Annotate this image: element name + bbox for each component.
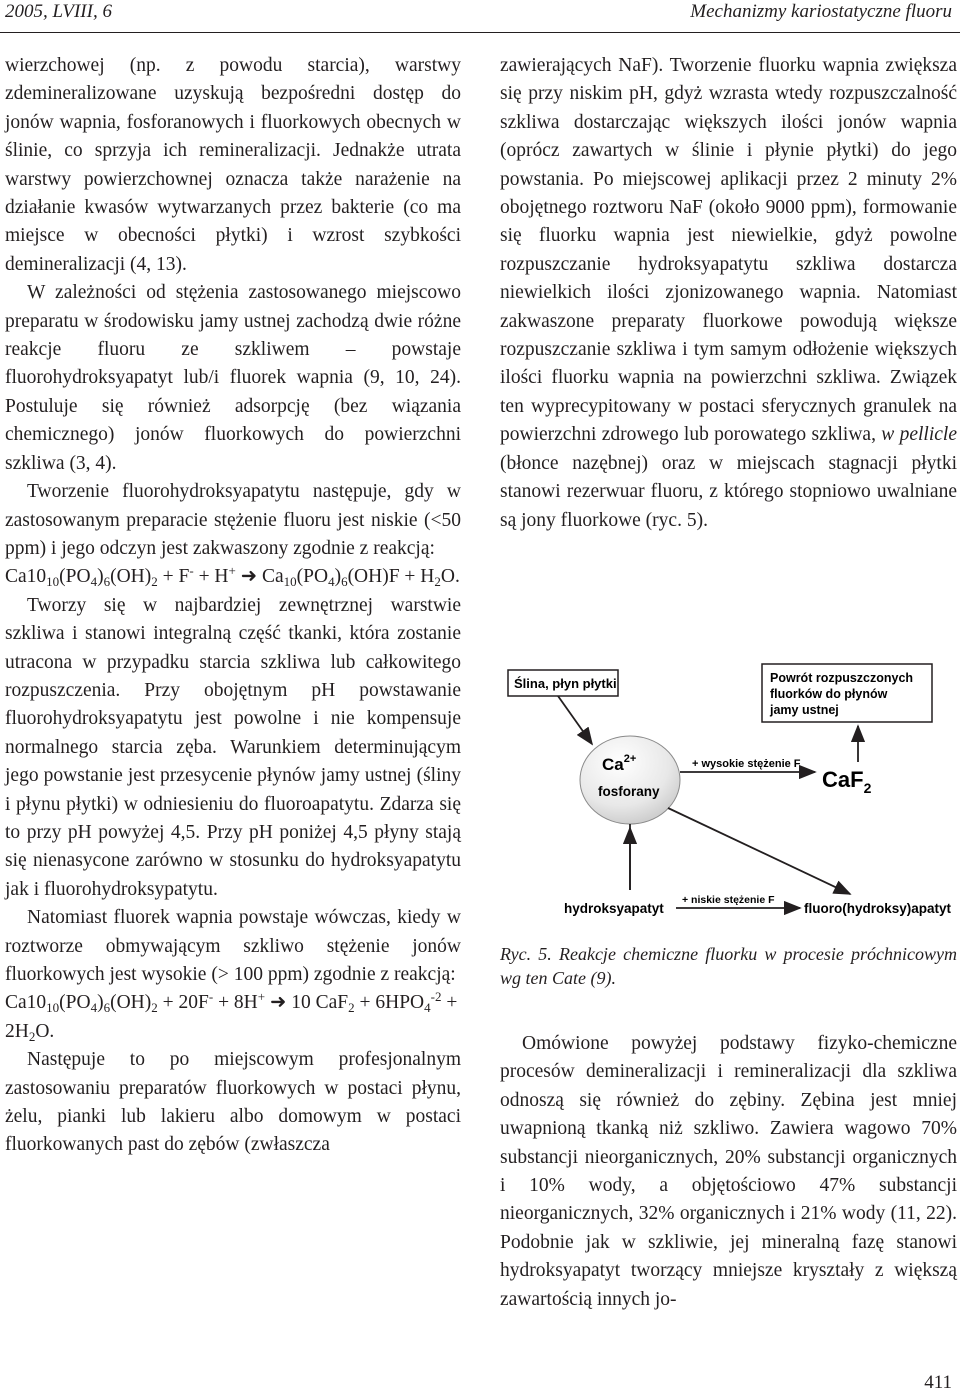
paragraph-1: wierzchowej (np. z powodu starcia), warstwy zdemineralizowane uzyskują bezpośredni dostęp do jonów wapnia, fosforanowych i fluorkowych obecnych w ślinie, co sprzyja ich remineralizacji. Jednakże utrata warstwy powierzchownej oznacza także narażenie na działanie kwasów wytwarzanych przez bakterie (co ma miejsce w obecności płytki) i wzrost szybkości demineralizacji (4, 13). xyxy=(5,55,461,275)
low-f-label: + niskie stężenie F xyxy=(682,894,775,906)
paragraph-7: zawierających NaF). Tworzenie fluorku wapnia zwiększa się przy niskim pH, gdyż wzrasta wtedy rozpuszczalność szkliwa dostarczając większych ilości jonów wapnia (oprócz zawartych w ślinie i płynie płytki) do jego powstania. Po miejscowej aplikacji przez 2 minuty 2% obojętnego roztworu NaF (około 9000 ppm), formowanie się fluorku wapnia jest niewielkie, gdyż powolne rozpuszczanie hydroksyapatytu szkliwa dostarcza niewielkich ilości zjonizowanego wapnia. Natomiast zakwaszone preparaty fluorkowe powodują większe rozpuszczanie szkliwa i tym samym odłożenie większych ilości fluorku wapnia na powierzchni szkliwa. Związek ten wyprecypitowany w postaci sferycznych granulek na powierzchni zdrowego lub porowatego szkliwa, w pellicle (błonce nazębnej) oraz w miejscach stagnacji płytki stanowi rezerwuar fluoru, z którego stopniowo uwalniane są jony fluorkowe (ryc. 5). xyxy=(500,55,957,531)
right-column-lower xyxy=(500,1030,957,1314)
paragraph-4: Tworzy się w najbardziej zewnętrznej warstwie szkliwa i stanowi integralną część tkanki, która zostanie utracona w przypadku starcia szkliwa lub całkowitego rozpuszczenia. Przy obojętnym pH powstawanie fluorohydroksyapatytu jest powolne i nie kompensuje normalnego starcia zęba. Warunkiem determinującym jego powstanie jest przesycenie płynów jamy ustnej (śliny i płynu płytki) w odniesieniu do fluoroapatytu. Zdarza się to przy pH powyżej 4,5. Przy pH poniżej 4,5 płyny stają się nienasycone zarówno w stosunku do hydroksyapatytu jak i fluorohydroksypatytu. xyxy=(5,594,461,900)
return-label-1: Powrót rozpuszczonych xyxy=(770,671,914,685)
paragraph-6: Następuje to po miejscowym profesjonalnym zastosowaniu preparatów fluorkowych w postaci płynu, żelu, pianki lub lakieru albo domowym w postaci fluorkowanych past do zębów (zwłaszcza xyxy=(5,1049,461,1156)
pellicle-term: w pellicle xyxy=(881,424,957,446)
reaction-diagram xyxy=(500,650,957,932)
paragraph-5: Natomiast fluorek wapnia powstaje wówczas, kiedy w roztworze obmywającym szkliwo stężenie jonów fluorkowych jest wysokie (> 100 ppm) zgodnie z reakcją: xyxy=(5,907,461,985)
figure-5 xyxy=(500,650,957,932)
paragraph-3: Tworzenie fluorohydroksyapatytu następuje, gdy w zastosowanym preparacie stężenie fluoru jest niskie (<50 ppm) i jego odczyn jest zakwaszony zgodnie z reakcją: xyxy=(5,481,461,559)
page-number: 411 xyxy=(924,1372,952,1393)
paragraph-2: W zależności od stężenia zastosowanego miejscowo preparatu w środowisku jamy ustnej zachodzą dwie różne reakcje fluoru ze szkliwem – powstaje fluorohydroksyapatyt lub/i fluorek wapnia (9, 10, 24). Postuluje się również adsorpcję (bez wiązania chemicznego) jonów fluorkowych do powierzchni szkliwa (3, 4). xyxy=(5,282,461,474)
figure-caption: Ryc. 5. Reakcje chemiczne fluorku w procesie próchnicowym wg ten Cate (9). xyxy=(500,944,957,988)
saliva-label: Ślina, płyn płytki xyxy=(514,676,617,691)
reaction-formula-2: $Ca10_{10}(PO_4)_6(OH)_2 + 20F^- + 8H^+$ ➜ 10 $CaF_2 + 6HPO_4^{-2} + 2H_2O$. xyxy=(5,989,458,1044)
return-label-2: fluorków do płynów xyxy=(770,687,888,701)
running-head-right: Mechanizmy kariostatyczne fluoru xyxy=(690,1,952,22)
running-head-left: 2005, LVIII, 6 xyxy=(5,1,112,22)
reaction-formula-1: $Ca10_{10}(PO_4)_6(OH)_2 + F^- + H^+$ ➜ $Ca_{10}(PO_4)_6(OH)F + H_2O$. xyxy=(5,563,460,590)
ca-ion-label: $Ca^{2+}$ xyxy=(602,753,637,774)
return-label-3: jamy ustnej xyxy=(770,703,839,717)
left-column xyxy=(5,52,461,1160)
fluoroapatite-label: fluoro(hydroksy)apatyt xyxy=(804,901,952,916)
ion-circle xyxy=(580,736,680,824)
phosphate-label: fosforany xyxy=(598,784,660,799)
header-rule xyxy=(0,32,960,33)
high-f-label: + wysokie stężenie F xyxy=(692,758,801,770)
hydroxyapatite-label: hydroksyapatyt xyxy=(564,901,664,916)
paragraph-8: Omówione powyżej podstawy fizyko-chemiczne procesów demineralizacji i remineralizacji dla szkliwa odnoszą się również do zębiny. Zębina jest mniej uwapnioną tkanką niż szkliwo. Zawiera wagowo 70% substancji nieorganicznych, 20% substancji organicznych i 10% wody, a objętościowo 47% substancji nieorganicznych, 32% organicznych i 21% wody (11, 22). Podobnie jak w szkliwie, jej mineralną fazę stanowi hydroksyapatyt tworzący mniejsze kryształy z większą zawartością innych jo- xyxy=(500,1033,957,1310)
caf2-label: CaF$_2$ xyxy=(822,767,872,796)
right-column xyxy=(500,52,957,535)
